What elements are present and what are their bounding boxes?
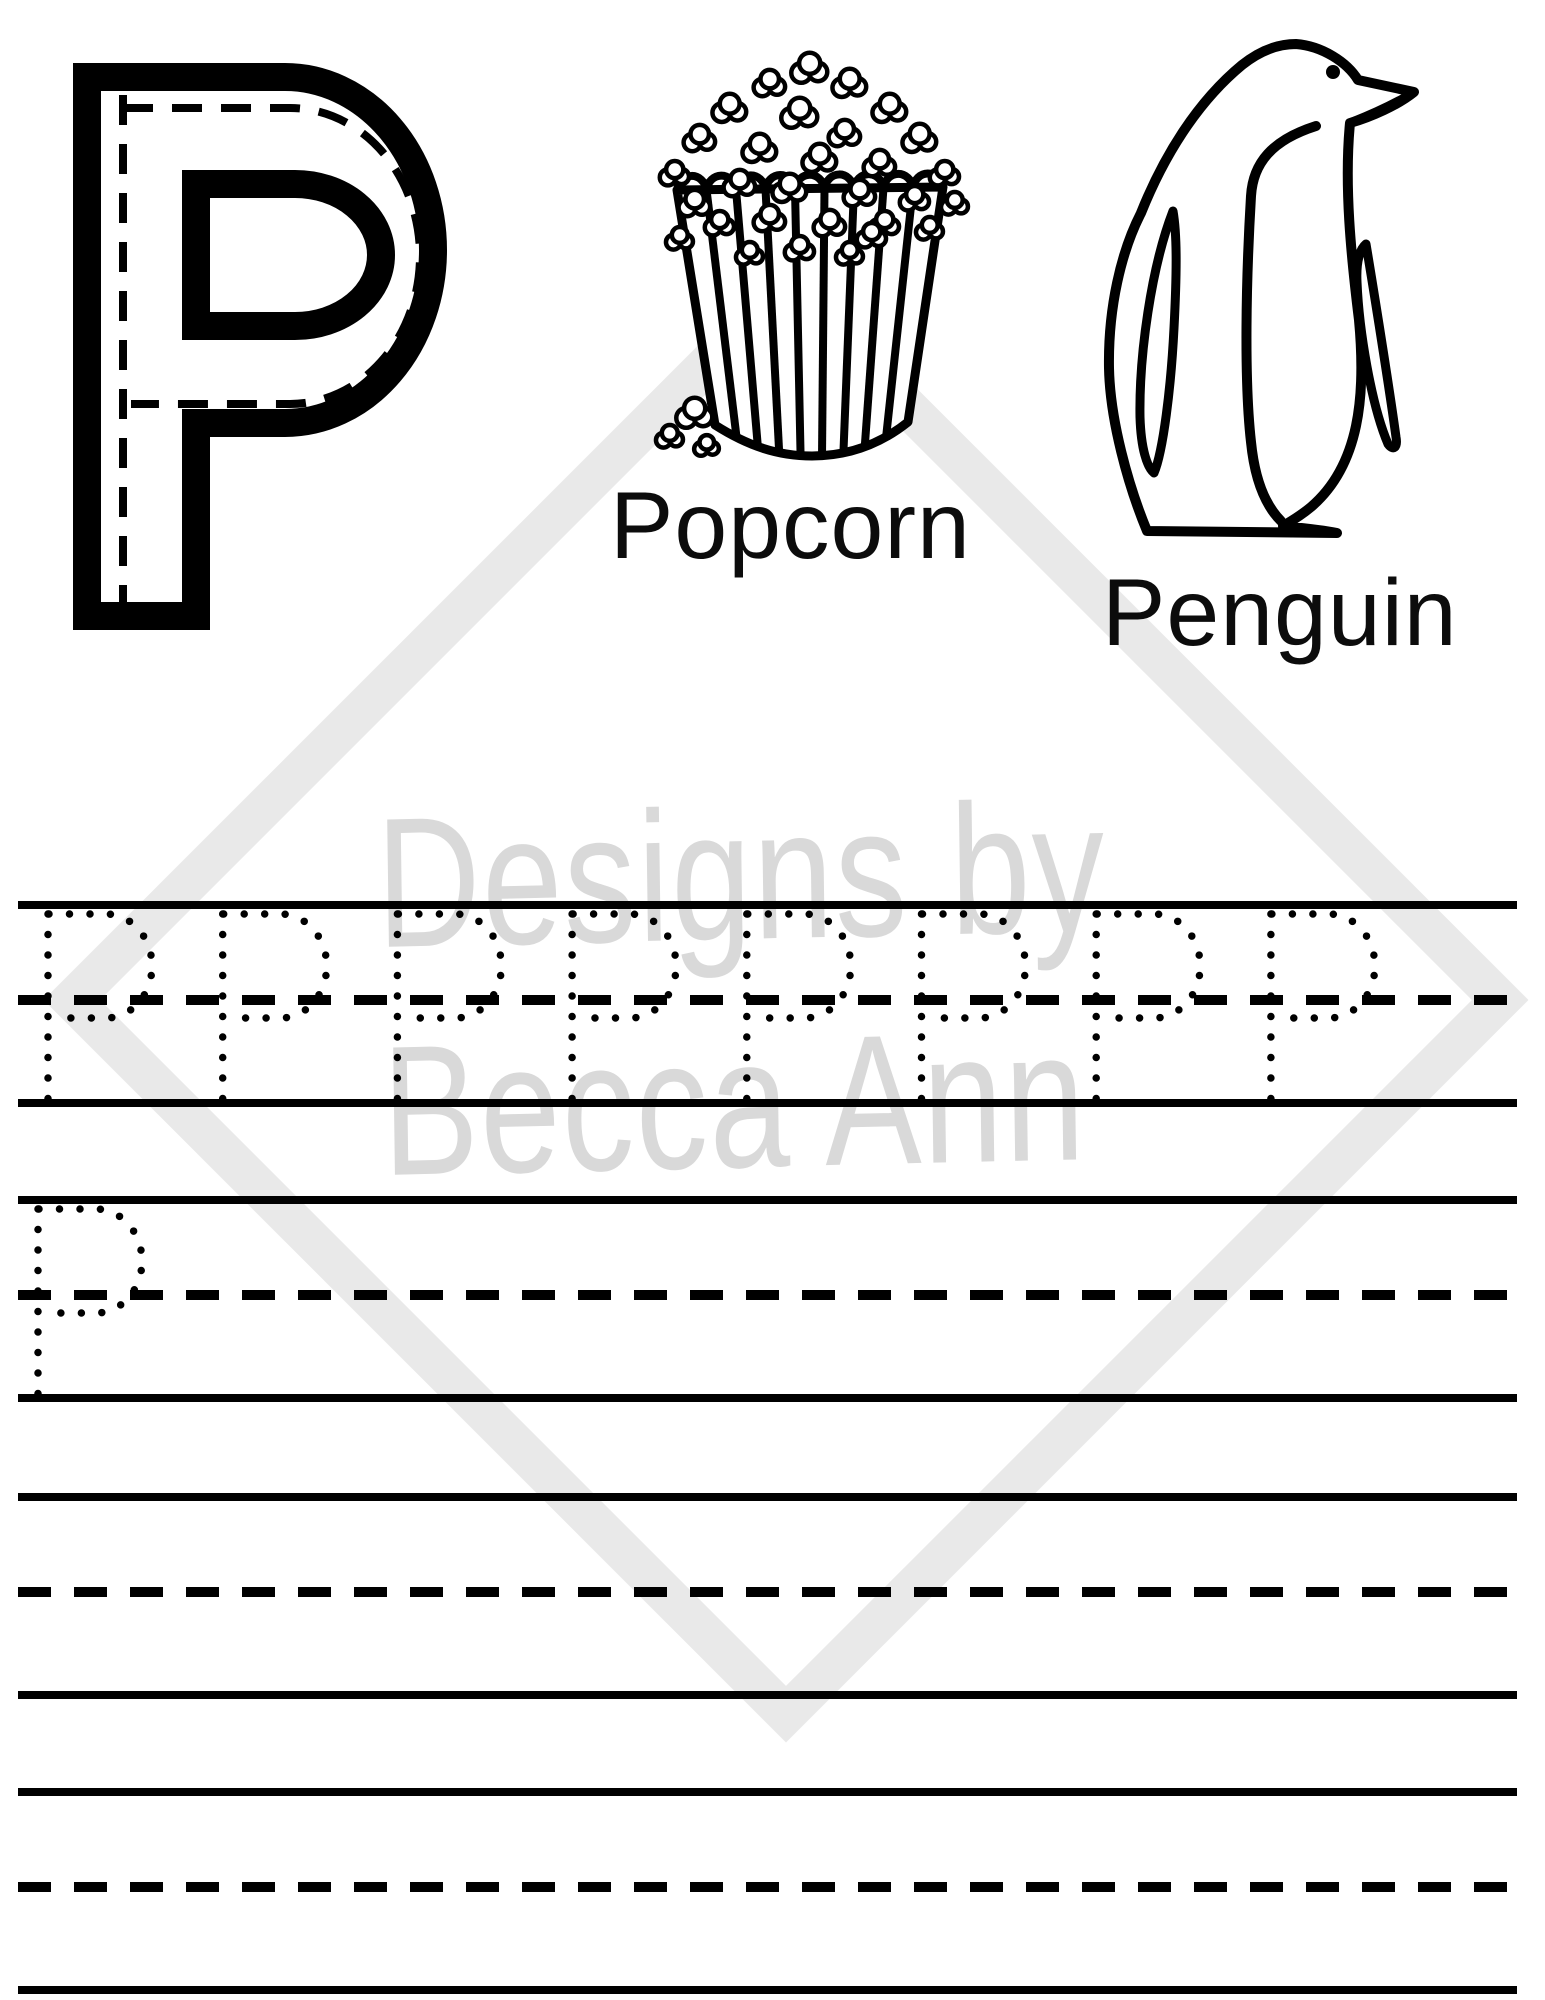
dotted-trace-letter: [223, 914, 327, 1099]
popcorn-kernel: [742, 134, 776, 162]
practice-rows: [18, 905, 1517, 1990]
popcorn-kernel: [791, 53, 827, 83]
popcorn-illustration: [656, 53, 968, 457]
penguin-eye: [1326, 65, 1340, 79]
popcorn-kernel: [872, 94, 906, 122]
popcorn-kernel: [660, 161, 689, 185]
dotted-trace-letter: [747, 914, 851, 1099]
penguin-illustration: [1109, 44, 1414, 533]
popcorn-kernel: [802, 144, 836, 172]
practice-row: [18, 1200, 1517, 1398]
dotted-trace-letter: [572, 914, 676, 1099]
dotted-trace-letter: [48, 914, 152, 1099]
popcorn-kernel: [864, 150, 896, 176]
popcorn-kernel: [832, 69, 866, 97]
popcorn-kernel: [754, 70, 786, 96]
popcorn-kernel: [930, 161, 959, 185]
watermark-text-line1: Designs by: [374, 764, 1107, 987]
penguin-label: Penguin: [1102, 560, 1458, 666]
practice-row: [18, 1792, 1517, 1990]
popcorn-kernel: [684, 125, 716, 151]
popcorn-kernel: [656, 425, 683, 448]
popcorn-kernel: [781, 98, 817, 128]
popcorn-kernel: [829, 120, 861, 146]
practice-row: [18, 905, 1517, 1103]
popcorn-kernel: [712, 94, 746, 122]
dotted-trace-letter: [397, 914, 501, 1099]
penguin-front-flipper: [1357, 244, 1397, 448]
popcorn-kernel: [902, 124, 936, 152]
dotted-trace-letter: [1271, 914, 1375, 1099]
dotted-trace-letter: [1096, 914, 1200, 1099]
dotted-trace-letter: [38, 1209, 142, 1394]
practice-row: [18, 1497, 1517, 1695]
dotted-trace-letter: [922, 914, 1026, 1099]
popcorn-label: Popcorn: [610, 473, 971, 579]
watermark-text-line2: Becca Ann: [380, 993, 1088, 1215]
trace-letter-p-outline: [87, 77, 433, 616]
popcorn-kernel: [694, 435, 719, 456]
